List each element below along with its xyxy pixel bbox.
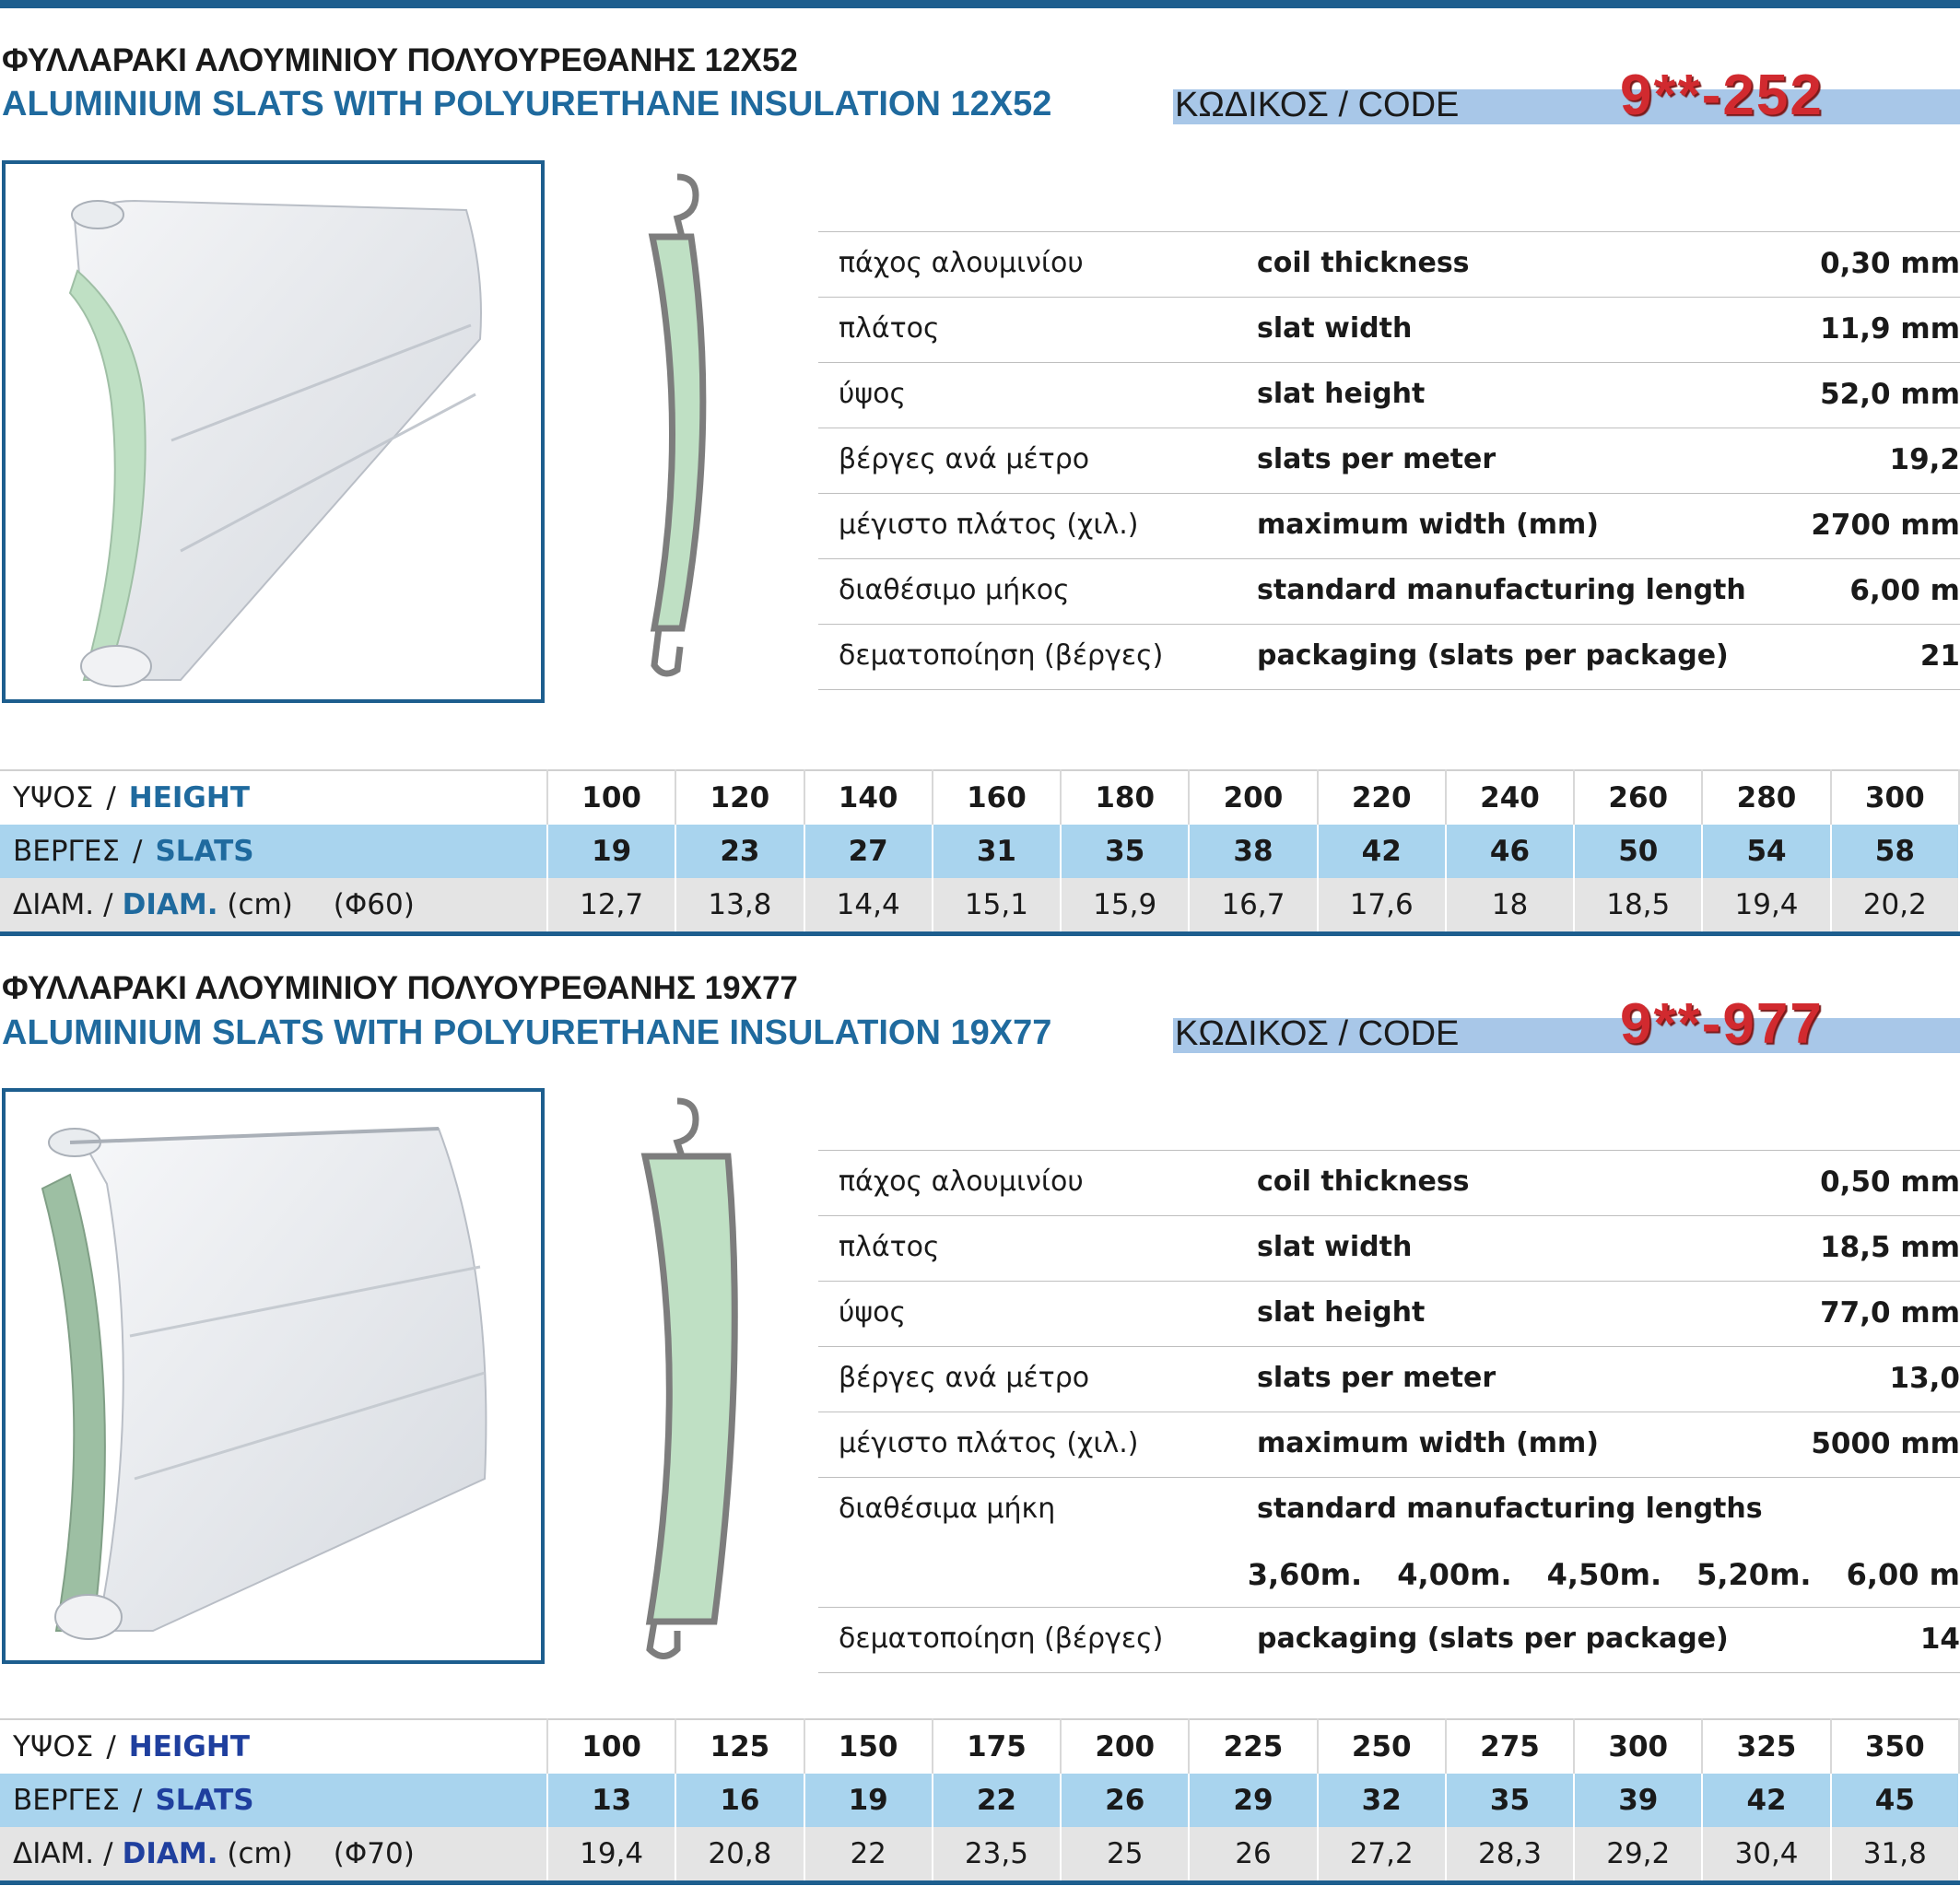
- length-option: 3,60m.: [1247, 1557, 1363, 1592]
- spec-row: [818, 559, 1960, 625]
- spec-value: 0,50 mm: [1820, 1166, 1960, 1199]
- spec-value: 77,0 mm: [1820, 1296, 1960, 1330]
- diameter-cell: 30,4: [1702, 1827, 1830, 1883]
- height-row-label: ΥΨΟΣ / HEIGHT: [0, 1719, 547, 1774]
- slats-cell: 42: [1318, 825, 1446, 878]
- length-option: 6,00 m: [1846, 1557, 1960, 1592]
- spec-row: [818, 1347, 1960, 1412]
- spec-label-english: maximum width (mm): [1257, 1427, 1600, 1459]
- product-title-greek: ΦΥΛΛΑΡΑΚΙ ΑΛΟΥΜΙΝΙΟΥ ΠΟΛΥΟΥΡΕΘΑΝΗΣ 12Χ52: [2, 42, 798, 78]
- height-cell: 100: [547, 770, 675, 825]
- height-cell: 280: [1702, 770, 1830, 825]
- spec-label-english: standard manufacturing length: [1257, 574, 1746, 606]
- product-title-english: ALUMINIUM SLATS WITH POLYURETHANE INSULATION 12X52: [2, 85, 1052, 123]
- spec-value: 6,00 m: [1849, 574, 1960, 607]
- spec-label-greek: πάχος αλουμινίου: [839, 247, 1084, 279]
- spec-label-greek: πλάτος: [839, 1231, 940, 1263]
- slats-cell: 45: [1831, 1774, 1959, 1827]
- profile-cross-section: [627, 168, 728, 693]
- spec-row: [818, 1216, 1960, 1282]
- diameter-row: [0, 1827, 1959, 1883]
- spec-row: [818, 363, 1960, 428]
- slats-row-label: ΒΕΡΓΕΣ / SLATS: [0, 1774, 547, 1827]
- height-row: [0, 770, 1959, 825]
- diameter-row-label: ΔΙΑΜ. / DIAM. (cm) (Φ70): [0, 1827, 547, 1883]
- slats-cell: 27: [804, 825, 933, 878]
- diameter-cell: 31,8: [1831, 1827, 1959, 1883]
- spec-label-english: slat height: [1257, 378, 1426, 410]
- top-divider: [0, 0, 1960, 8]
- spec-row: [818, 1412, 1960, 1478]
- height-cell: 325: [1702, 1719, 1830, 1774]
- spec-label-greek: μέγιστο πλάτος (χιλ.): [839, 509, 1139, 541]
- height-slats-table: [0, 1718, 1960, 1885]
- slats-cell: 50: [1574, 825, 1702, 878]
- spec-value: 21: [1919, 639, 1960, 673]
- length-option: 4,50m.: [1546, 1557, 1662, 1592]
- slat-photo: [2, 1088, 545, 1664]
- spec-row: [818, 1282, 1960, 1347]
- spec-label-greek: πάχος αλουμινίου: [839, 1166, 1084, 1198]
- spec-label-english: packaging (slats per package): [1257, 639, 1729, 672]
- height-cell: 100: [547, 1719, 675, 1774]
- height-cell: 150: [804, 1719, 933, 1774]
- spec-row: [818, 428, 1960, 494]
- diameter-cell: 13,8: [675, 878, 804, 934]
- diameter-cell: 15,9: [1061, 878, 1189, 934]
- spec-table: [818, 231, 1960, 690]
- spec-label-english: maximum width (mm): [1257, 509, 1600, 541]
- slats-cell: 35: [1446, 1774, 1574, 1827]
- spec-label-english: packaging (slats per package): [1257, 1622, 1729, 1655]
- spec-label-greek: μέγιστο πλάτος (χιλ.): [839, 1427, 1139, 1459]
- spec-value: 11,9 mm: [1820, 312, 1960, 346]
- spec-label-english: slats per meter: [1257, 1362, 1496, 1394]
- height-slats-table: [0, 769, 1960, 936]
- diameter-cell: 15,1: [933, 878, 1061, 934]
- slat-profile-diagram: [627, 1092, 756, 1663]
- height-cell: 175: [933, 1719, 1061, 1774]
- length-option: 4,00m.: [1397, 1557, 1512, 1592]
- spec-value: 5000 mm: [1811, 1427, 1960, 1460]
- height-cell: 300: [1574, 1719, 1702, 1774]
- height-cell: 120: [675, 770, 804, 825]
- spec-label-english: slats per meter: [1257, 443, 1496, 475]
- spec-label-greek: διαθέσιμα μήκη: [839, 1493, 1056, 1525]
- code-label: ΚΩΔΙΚΟΣ / CODE: [1175, 86, 1460, 124]
- height-cell: 240: [1446, 770, 1574, 825]
- slat-profile-diagram: [627, 168, 728, 693]
- slats-cell: 38: [1189, 825, 1317, 878]
- spec-row: [818, 625, 1960, 690]
- slat-photo: [2, 160, 545, 703]
- spec-label-greek: δεματοποίηση (βέργες): [839, 1622, 1164, 1655]
- spec-label-english: slat width: [1257, 1231, 1413, 1263]
- slats-cell: 46: [1446, 825, 1574, 878]
- diameter-cell: 19,4: [1702, 878, 1830, 934]
- spec-row-lengths: [818, 1478, 1960, 1608]
- height-cell: 350: [1831, 1719, 1959, 1774]
- product-code: 9**-252: [1620, 64, 1824, 127]
- slats-cell: 32: [1318, 1774, 1446, 1827]
- spec-row: [818, 494, 1960, 559]
- spec-label-greek: ύψος: [839, 378, 907, 410]
- slats-cell: 19: [547, 825, 675, 878]
- spec-value: 13,0: [1889, 1362, 1960, 1395]
- slat-3d-image: [6, 1092, 541, 1660]
- diameter-cell: 22: [804, 1827, 933, 1883]
- spec-label-greek: δεματοποίηση (βέργες): [839, 639, 1164, 672]
- profile-cross-section: [627, 1092, 756, 1663]
- height-cell: 140: [804, 770, 933, 825]
- slats-cell: 58: [1831, 825, 1959, 878]
- slats-row: [0, 825, 1959, 878]
- diameter-cell: 18: [1446, 878, 1574, 934]
- slats-cell: 31: [933, 825, 1061, 878]
- diameter-cell: 29,2: [1574, 1827, 1702, 1883]
- height-cell: 260: [1574, 770, 1702, 825]
- height-row-label: ΥΨΟΣ / HEIGHT: [0, 770, 547, 825]
- diameter-cell: 20,2: [1831, 878, 1959, 934]
- diameter-cell: 17,6: [1318, 878, 1446, 934]
- spec-row: [818, 1151, 1960, 1216]
- slats-cell: 22: [933, 1774, 1061, 1827]
- length-options: [1248, 1557, 1960, 1592]
- spec-value: 52,0 mm: [1820, 378, 1960, 411]
- slats-cell: 13: [547, 1774, 675, 1827]
- height-cell: 200: [1189, 770, 1317, 825]
- height-cell: 300: [1831, 770, 1959, 825]
- length-option: 5,20m.: [1696, 1557, 1812, 1592]
- height-cell: 125: [675, 1719, 804, 1774]
- spec-label-english: slat width: [1257, 312, 1413, 345]
- spec-value: 14: [1919, 1622, 1960, 1656]
- product-section-19x77: [0, 931, 1960, 1886]
- spec-row: [818, 232, 1960, 298]
- spec-value: 2700 mm: [1811, 509, 1960, 542]
- diameter-cell: 23,5: [933, 1827, 1061, 1883]
- slats-cell: 54: [1702, 825, 1830, 878]
- height-cell: 220: [1318, 770, 1446, 825]
- diameter-row-label: ΔΙΑΜ. / DIAM. (cm) (Φ60): [0, 878, 547, 934]
- code-label: ΚΩΔΙΚΟΣ / CODE: [1175, 1014, 1460, 1053]
- spec-row: [818, 1608, 1960, 1673]
- diameter-cell: 16,7: [1189, 878, 1317, 934]
- spec-label-greek: βέργες ανά μέτρο: [839, 443, 1090, 475]
- spec-row: [818, 298, 1960, 363]
- diameter-cell: 12,7: [547, 878, 675, 934]
- spec-label-english: standard manufacturing lengths: [1257, 1493, 1763, 1525]
- product-code: 9**-977: [1620, 992, 1824, 1056]
- diameter-cell: 26: [1189, 1827, 1317, 1883]
- diameter-cell: 25: [1061, 1827, 1189, 1883]
- slats-cell: 35: [1061, 825, 1189, 878]
- height-cell: 275: [1446, 1719, 1574, 1774]
- spec-label-greek: ύψος: [839, 1296, 907, 1329]
- slats-cell: 19: [804, 1774, 933, 1827]
- spec-value: 19,2: [1889, 443, 1960, 476]
- spec-label-greek: διαθέσιμο μήκος: [839, 574, 1070, 606]
- slats-cell: 39: [1574, 1774, 1702, 1827]
- product-section-12x52: [0, 0, 1960, 931]
- spec-label-english: slat height: [1257, 1296, 1426, 1329]
- slat-3d-image: [6, 164, 541, 699]
- diameter-cell: 19,4: [547, 1827, 675, 1883]
- slats-cell: 16: [675, 1774, 804, 1827]
- spec-label-english: coil thickness: [1257, 247, 1470, 279]
- diameter-cell: 28,3: [1446, 1827, 1574, 1883]
- height-cell: 180: [1061, 770, 1189, 825]
- product-title-greek: ΦΥΛΛΑΡΑΚΙ ΑΛΟΥΜΙΝΙΟΥ ΠΟΛΥΟΥΡΕΘΑΝΗΣ 19Χ77: [2, 970, 798, 1006]
- spec-value: 18,5 mm: [1820, 1231, 1960, 1264]
- height-cell: 160: [933, 770, 1061, 825]
- spec-value: 0,30 mm: [1820, 247, 1960, 280]
- diameter-cell: 14,4: [804, 878, 933, 934]
- spec-label-english: coil thickness: [1257, 1166, 1470, 1198]
- spec-table: [818, 1150, 1960, 1673]
- diameter-row: [0, 878, 1959, 934]
- spec-label-greek: βέργες ανά μέτρο: [839, 1362, 1090, 1394]
- height-cell: 225: [1189, 1719, 1317, 1774]
- slats-cell: 29: [1189, 1774, 1317, 1827]
- diameter-cell: 27,2: [1318, 1827, 1446, 1883]
- height-cell: 200: [1061, 1719, 1189, 1774]
- product-title-english: ALUMINIUM SLATS WITH POLYURETHANE INSULATION 19X77: [2, 1013, 1052, 1052]
- height-row: [0, 1719, 1959, 1774]
- slats-cell: 42: [1702, 1774, 1830, 1827]
- slats-row-label: ΒΕΡΓΕΣ / SLATS: [0, 825, 547, 878]
- slats-cell: 26: [1061, 1774, 1189, 1827]
- diameter-cell: 20,8: [675, 1827, 804, 1883]
- diameter-cell: 18,5: [1574, 878, 1702, 934]
- slats-cell: 23: [675, 825, 804, 878]
- slats-row: [0, 1774, 1959, 1827]
- height-cell: 250: [1318, 1719, 1446, 1774]
- spec-label-greek: πλάτος: [839, 312, 940, 345]
